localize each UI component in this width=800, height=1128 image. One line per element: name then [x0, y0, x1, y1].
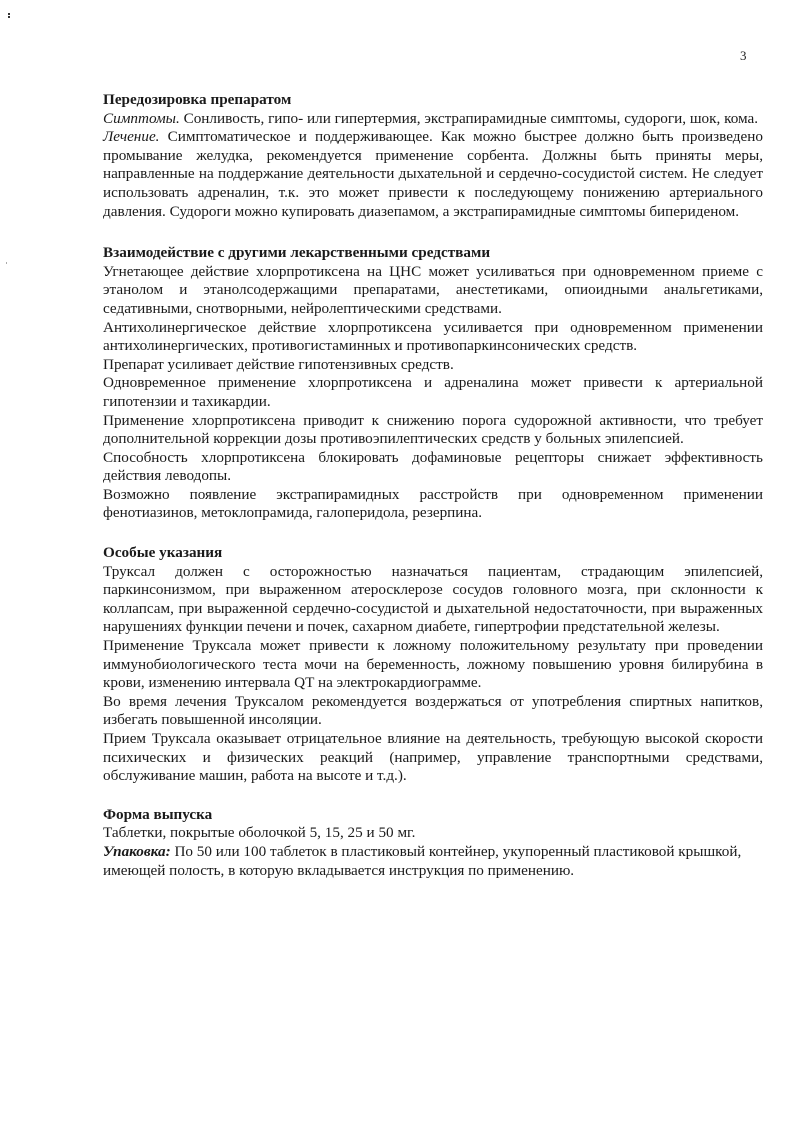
paragraph-text: Симптоматическое и поддерживающее. Как можно быстрее должно быть произведено промывание желудка, рекомендуется применение сорбента. Должны быть приняты меры, направленные на поддержание деятельности дыхательной и сердечно-сосудистой систем. Не следует использовать адреналин, т.к. это может привести к последующему понижению артериального давления. Судороги можно купировать диазепамом, а экстрапирамидные симптомы бипериденом. — [103, 128, 763, 220]
section-heading: Взаимодействие с другими лекарственными средствами — [103, 244, 491, 262]
paragraph-symptoms — [103, 110, 763, 129]
paragraph: Труксал должен с осторожностью назначаться пациентам, страдающим эпилепсией, паркинсонизмом, при выраженном атеросклерозе сосудов головного мозга, при склонности к коллапсам, при выраженной сердечно-сосудистой и дыхательной недостаточности, при выраженных нарушениях функции печени и почек, сахарном диабете, гипертрофии предстательной железы. — [103, 562, 763, 636]
document-body — [103, 91, 763, 898]
paragraph: Применение Труксала может привести к ложному положительному результату при проведении иммунобиологического теста мочи на беременность, ложному повышению уровня билирубина в крови, изменению интервала QT на электрокардиограмме. — [103, 637, 763, 692]
paragraph: Прием Труксала оказывает отрицательное влияние на деятельность, требующую высокой скорости психических и физических реакций (например, управление транспортными средствами, обслуживание машин, работа на высоте и т.д.). — [103, 730, 763, 785]
paragraph-packaging — [103, 843, 763, 880]
section-interactions — [103, 244, 763, 523]
section-special-instructions — [103, 544, 763, 786]
paragraph: Препарат усиливает действие гипотензивных средств. — [103, 355, 454, 373]
paragraph: Таблетки, покрытые оболочкой 5, 15, 25 и 50 мг. — [103, 824, 416, 842]
paragraph: Применение хлорпротиксена приводит к снижению порога судорожной активности, что требует дополнительной коррекции дозы противоэпилептических средств у больных эпилепсией. — [103, 411, 763, 448]
paragraph: Одновременное применение хлорпротиксена и адреналина может привести к артериальной гипотензии и тахикардии. — [103, 374, 763, 410]
section-overdose — [103, 91, 763, 221]
page-number: 3 — [740, 48, 747, 63]
paragraph: Угнетающее действие хлорпротиксена на ЦНС может усиливаться при одновременном приеме с этанолом и этанолсодержащими препаратами, анестетиками, опиоидными анальгетиками, седативными, снотворными, нейролептическими средствами. — [103, 262, 763, 317]
section-heading: Форма выпуска — [103, 805, 213, 823]
paragraph-text: Сонливость, гипо- или гипертермия, экстрапирамидные симптомы, судороги, шок, кома. — [179, 109, 759, 127]
paragraph: Антихолинергическое действие хлорпротиксена усиливается при одновременном применении антихолинергических, противогистаминных и противопаркинсонических средств. — [103, 318, 763, 355]
scan-artifact-mark — [8, 13, 10, 15]
paragraph: Способность хлорпротиксена блокировать дофаминовые рецепторы снижает эффективность действия леводопы. — [103, 448, 763, 485]
paragraph: Во время лечения Труксалом рекомендуется воздержаться от употребления спиртных напитков, избегать повышенной инсоляции. — [103, 692, 763, 729]
paragraph-text: По 50 или 100 таблеток в пластиковый контейнер, укупоренный пластиковой крышкой, имеющей полость, в которую вкладывается инструкция по применению. — [103, 842, 742, 879]
scan-artifact-dot — [6, 262, 7, 264]
paragraph-treatment — [103, 128, 763, 221]
paragraph-lead: Лечение. — [103, 128, 160, 146]
paragraph-lead: Симптомы. — [103, 109, 180, 127]
section-release-form — [103, 806, 763, 880]
section-heading: Особые указания — [103, 544, 223, 562]
paragraph: Возможно появление экстрапирамидных расстройств при одновременном применении фенотиазинов, метоклопрамида, галоперидола, резерпина. — [103, 485, 763, 522]
section-heading: Передозировка препаратом — [103, 91, 292, 108]
paragraph-lead: Упаковка: — [103, 842, 171, 860]
